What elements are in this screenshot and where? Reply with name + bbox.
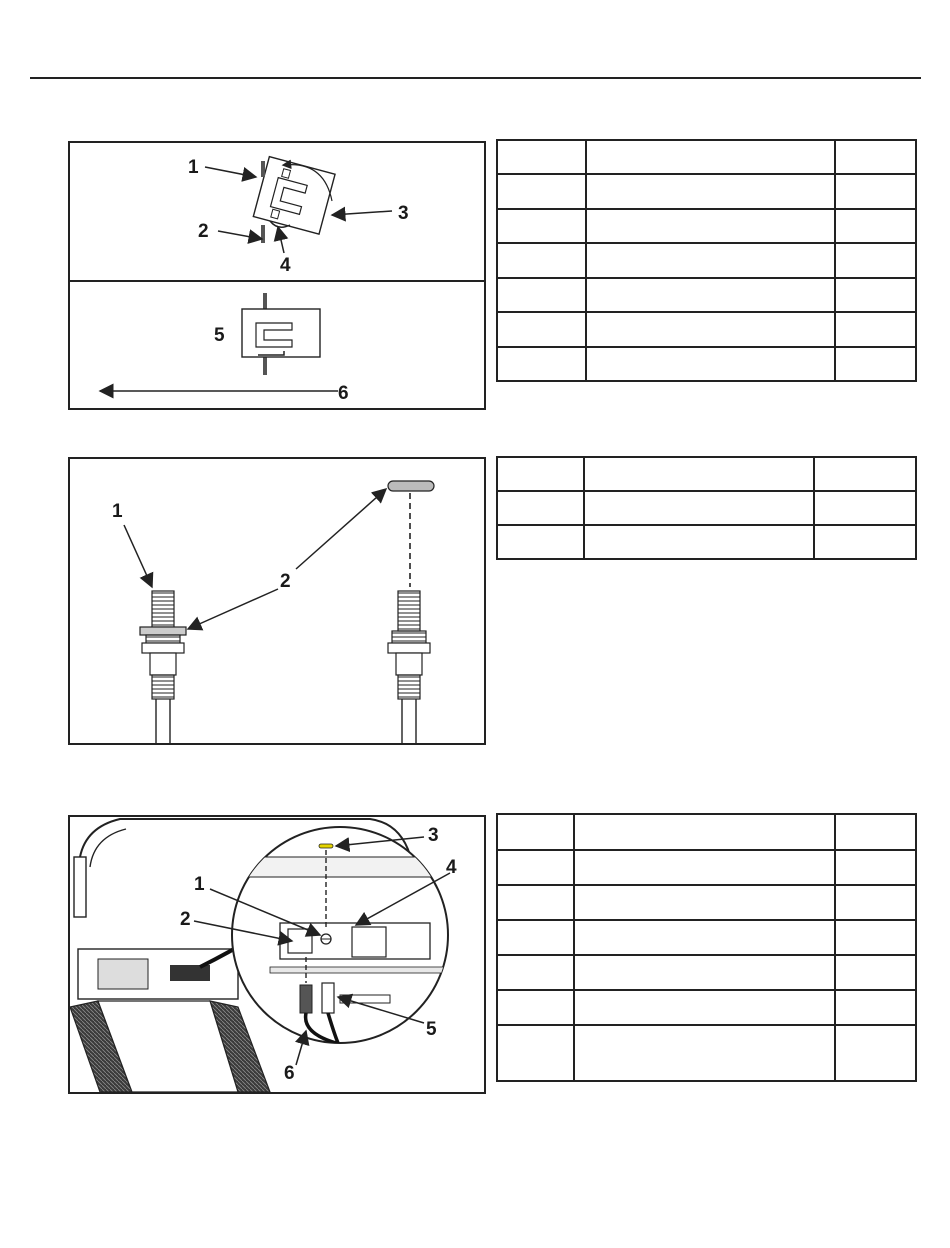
callout-5: 5 [214, 325, 225, 346]
parts-table-1 [496, 139, 917, 382]
callout-3: 3 [398, 203, 409, 224]
callout-6: 6 [338, 383, 349, 404]
parts-table-3 [496, 813, 917, 1082]
table-row [497, 814, 916, 850]
leader-1 [124, 525, 152, 587]
table-row [497, 1025, 916, 1081]
clip-installed [242, 293, 320, 375]
callout-1: 1 [194, 874, 205, 895]
nut [388, 481, 434, 491]
leader-2 [218, 231, 262, 239]
parts-table-2 [496, 456, 917, 560]
figure-1 [68, 141, 486, 410]
leader-2b [296, 489, 386, 569]
callout-3: 3 [428, 825, 439, 846]
fitting-without-nut [388, 591, 430, 743]
table-row [497, 955, 916, 990]
figure-3-drawing [70, 817, 484, 1092]
callout-4: 4 [280, 255, 291, 276]
header-rule [30, 77, 921, 79]
table-row [497, 174, 916, 208]
figure-3 [68, 815, 486, 1094]
fitting-with-nut [140, 591, 186, 743]
table-row [497, 885, 916, 920]
figure-2-drawing [70, 459, 484, 743]
callout-2: 2 [280, 571, 291, 592]
callout-5: 5 [426, 1019, 437, 1040]
table-row [497, 209, 916, 243]
callout-4: 4 [446, 857, 457, 878]
table-row [497, 850, 916, 885]
table-row [497, 347, 916, 381]
callout-1: 1 [112, 501, 123, 522]
table-row [497, 990, 916, 1025]
figure-1-drawing [70, 143, 484, 408]
callout-2: 2 [180, 909, 191, 930]
leader-1 [205, 167, 256, 177]
clip-rotated [253, 157, 335, 234]
table-row [497, 312, 916, 346]
callout-1: 1 [188, 157, 199, 178]
table-row [497, 525, 916, 559]
table-row [497, 920, 916, 955]
leader-4 [278, 227, 284, 253]
leader-2a [188, 589, 278, 629]
table-row [497, 457, 916, 491]
table-row [497, 243, 916, 277]
leader-3 [332, 211, 392, 215]
callout-6: 6 [284, 1063, 295, 1084]
table-row [497, 140, 916, 174]
table-row [497, 278, 916, 312]
table-row [497, 491, 916, 525]
figure-2 [68, 457, 486, 745]
callout-2: 2 [198, 221, 209, 242]
yellow-part [319, 844, 333, 848]
